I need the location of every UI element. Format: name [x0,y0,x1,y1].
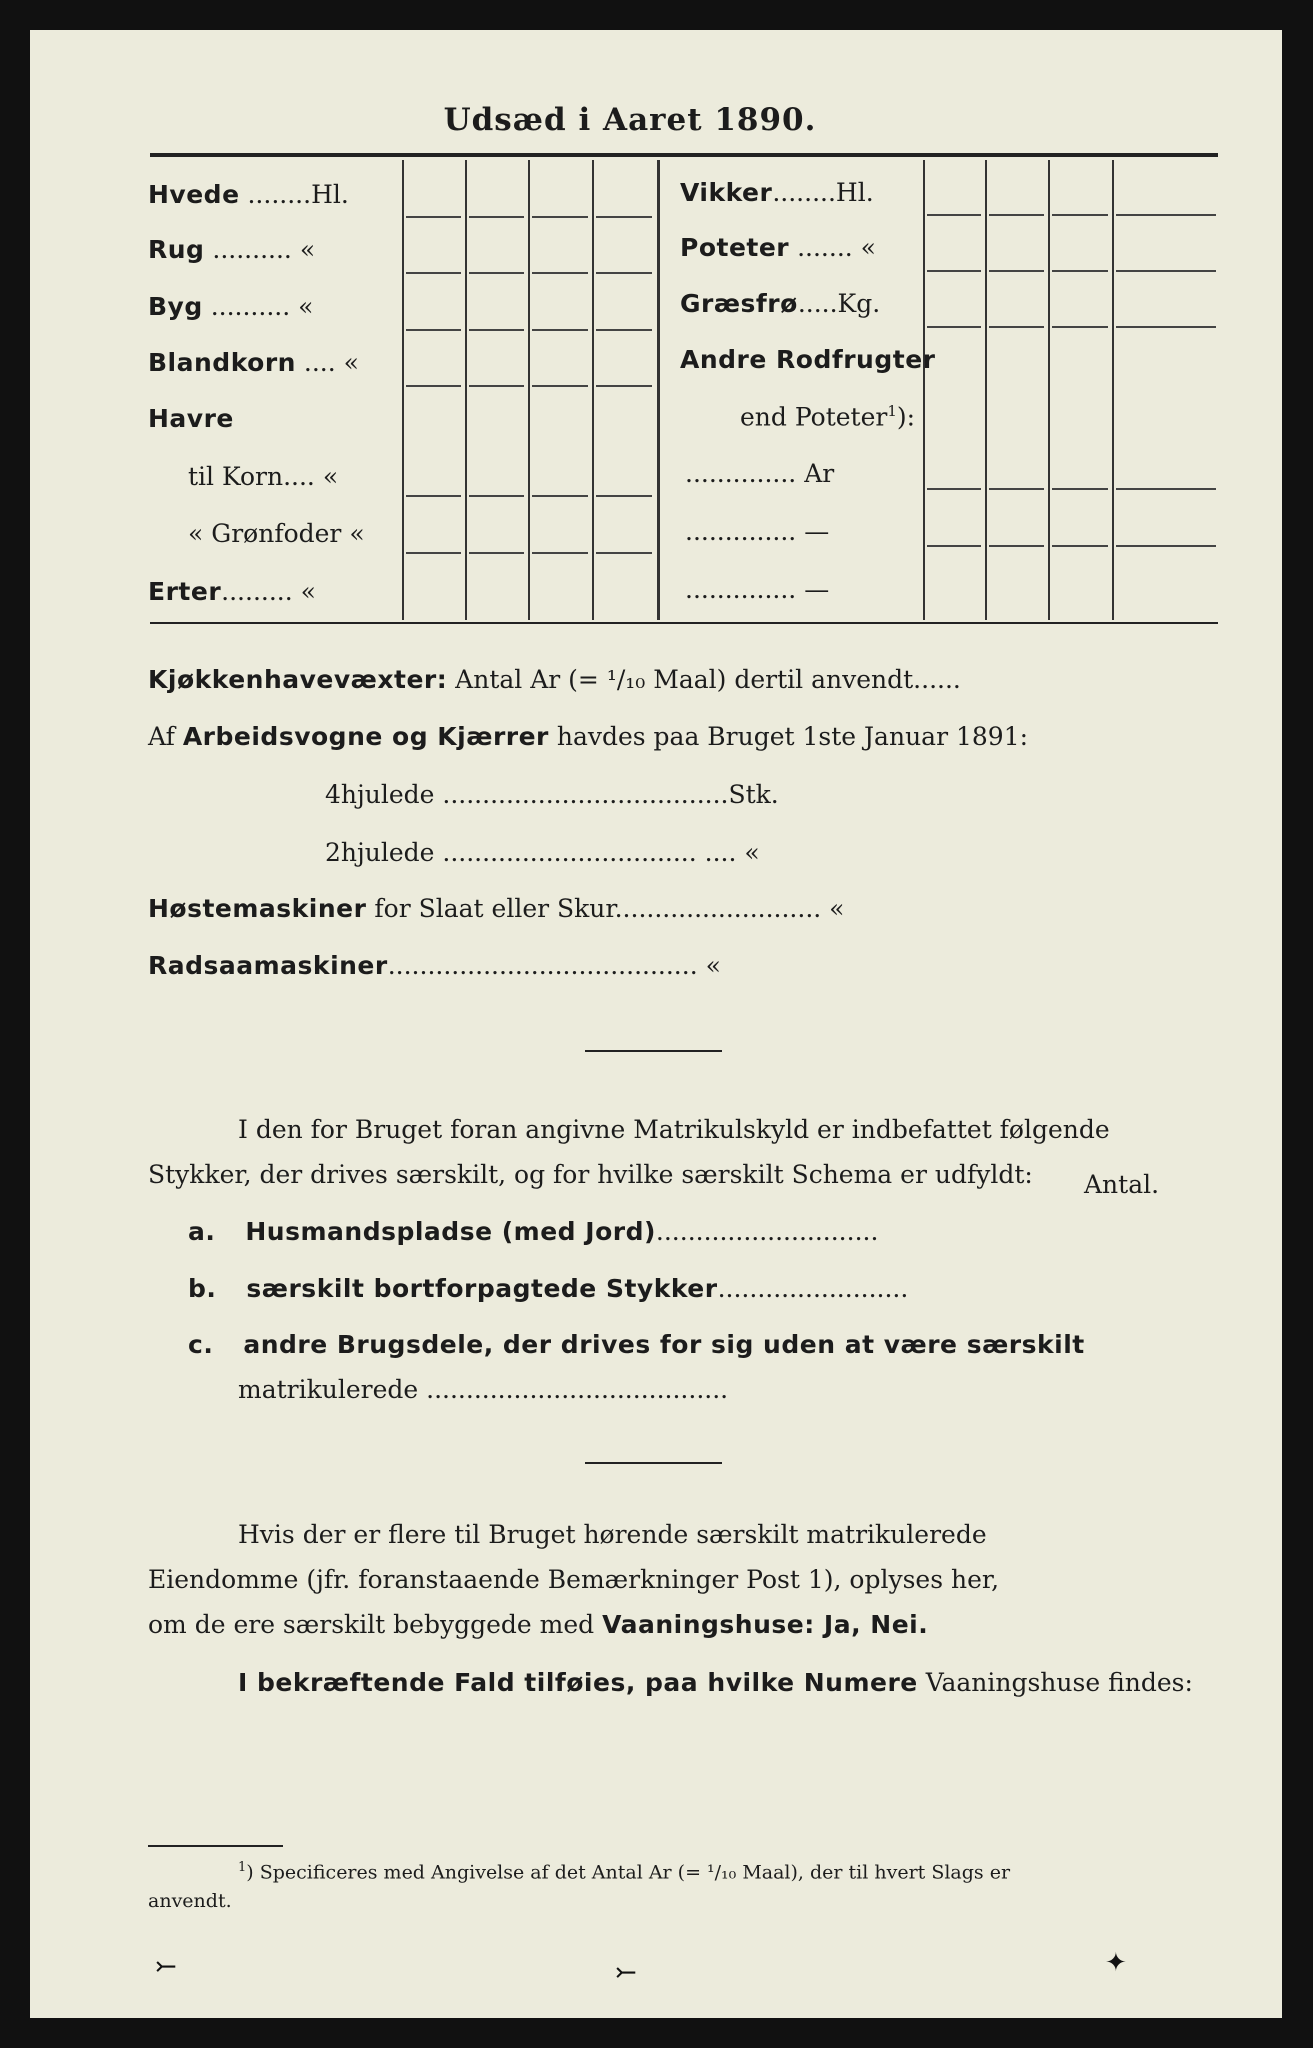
cell-blank-line [989,270,1044,272]
hvis-line-1: Hvis der er flere til Bruget hørende særskilt matrikulerede [238,1520,987,1549]
row-hvede: Hvede ........Hl. [148,180,349,209]
cell-blank-line [989,488,1044,490]
row-blank-ar: .............. Ar [685,459,835,488]
row-blank-dash-2: .............. — [685,575,830,604]
item-b: b. særskilt bortforpagtede Stykker........................ [188,1274,909,1303]
item-a: a. Husmandspladse (med Jord)............................ [188,1217,879,1246]
cell-blank-line [1052,270,1108,272]
row-blandkorn: Blandkorn .... « [148,348,359,377]
cell-blank-line [1052,488,1108,490]
cell-blank-line [469,329,524,331]
4hjulede-line: 4hjulede ....................................Stk. [325,780,779,809]
ink-mark-right: ✦ [1105,1948,1127,1978]
document-page [30,30,1282,2018]
divider-1 [585,1050,722,1052]
cell-blank-line [406,552,461,554]
cell-blank-line [596,495,652,497]
cell-blank-line [927,326,981,328]
cell-blank-line [532,329,588,331]
cell-blank-line [596,216,652,218]
cell-blank-line [406,329,461,331]
hvis-line-2: Eiendomme (jfr. foranstaaende Bemærkninger Post 1), oplyses her, [148,1565,1000,1594]
kjokkenhave-line: Kjøkkenhavevæxter: Antal Ar (= ¹/₁₀ Maal) dertil anvendt...... [148,665,961,694]
2hjulede-line: 2hjulede ................................ .... « [325,838,760,867]
cell-blank-line [469,495,524,497]
cell-blank-line [469,385,524,387]
radsaamaskiner-line: Radsaamaskiner....................................... « [148,951,721,980]
row-byg: Byg .......... « [148,292,314,321]
cell-blank-line [989,545,1044,547]
row-til-korn: til Korn.... « [188,462,339,491]
cell-blank-line [532,385,588,387]
cell-blank-line [989,326,1044,328]
cell-blank-line [469,216,524,218]
cell-blank-line [532,272,588,274]
cell-blank-line [1116,326,1216,328]
row-erter: Erter......... « [148,577,316,606]
cell-blank-line [469,552,524,554]
cell-blank-line [1052,214,1108,216]
row-blank-dash-1: .............. — [685,517,830,546]
cell-blank-line [989,214,1044,216]
arbeidsvogne-line: Af Arbeidsvogne og Kjærrer havdes paa Bruget 1ste Januar 1891: [148,722,1029,751]
matrikel-line-2: Stykker, der drives særskilt, og for hvilke særskilt Schema er udfyldt: [148,1160,1033,1189]
cell-blank-line [1116,545,1216,547]
table-bottom-rule [150,622,1218,624]
hostemaskiner-line: Høstemaskiner for Slaat eller Skur.......................... « [148,894,845,923]
cell-blank-line [596,329,652,331]
cell-blank-line [406,385,461,387]
footnote-line-2: anvendt. [148,1890,232,1912]
cell-blank-line [406,216,461,218]
matrikel-line-1: I den for Bruget foran angivne Matrikulskyld er indbefattet følgende [238,1115,1110,1144]
cell-blank-line [927,214,981,216]
ink-mark-center: ⤚ [615,1958,637,1988]
row-end-poteter: end Poteter$^1$): [740,402,916,432]
cell-blank-line [1116,488,1216,490]
footnote-line-1: $^1$) Specificeres med Angivelse af det Antal Ar (= ¹/₁₀ Maal), der til hvert Slags er [238,1860,1011,1884]
cell-blank-line [406,495,461,497]
row-andre-rodfrugter: Andre Rodfrugter [680,345,936,374]
hvis-line-3: om de ere særskilt bebyggede med Vaaningshuse: Ja, Nei. [148,1610,929,1639]
cell-blank-line [1052,326,1108,328]
bekraeftende-line: I bekræftende Fald tilføies, paa hvilke Numere Vaaningshuse findes: [238,1668,1193,1697]
row-poteter: Poteter ....... « [680,233,876,262]
cell-blank-line [469,272,524,274]
cell-blank-line [927,545,981,547]
row-havre: Havre [148,404,234,433]
row-rug: Rug .......... « [148,235,316,264]
cell-blank-line [1116,214,1216,216]
cell-blank-line [927,270,981,272]
row-vikker: Vikker........Hl. [680,178,874,207]
antal-label: Antal. [1084,1170,1160,1199]
row-graesfro: Græsfrø.....Kg. [680,289,881,318]
divider-2 [585,1462,722,1464]
cell-blank-line [532,552,588,554]
page-title: Udsæd i Aaret 1890. [443,102,817,138]
cell-blank-line [1052,545,1108,547]
cell-blank-line [406,272,461,274]
item-c-cont: matrikulerede ...................................... [238,1375,729,1404]
ink-mark-left: ⤚ [155,1952,177,1982]
cell-blank-line [532,495,588,497]
item-c: c. andre Brugsdele, der drives for sig uden at være særskilt [188,1330,1085,1359]
cell-blank-line [596,272,652,274]
cell-blank-line [532,216,588,218]
cell-blank-line [596,385,652,387]
cell-blank-line [927,488,981,490]
cell-blank-line [596,552,652,554]
cell-blank-line [1116,270,1216,272]
table-top-rule [150,153,1218,157]
row-gronfoder: « Grønfoder « [188,519,365,548]
footnote-rule [148,1845,283,1847]
